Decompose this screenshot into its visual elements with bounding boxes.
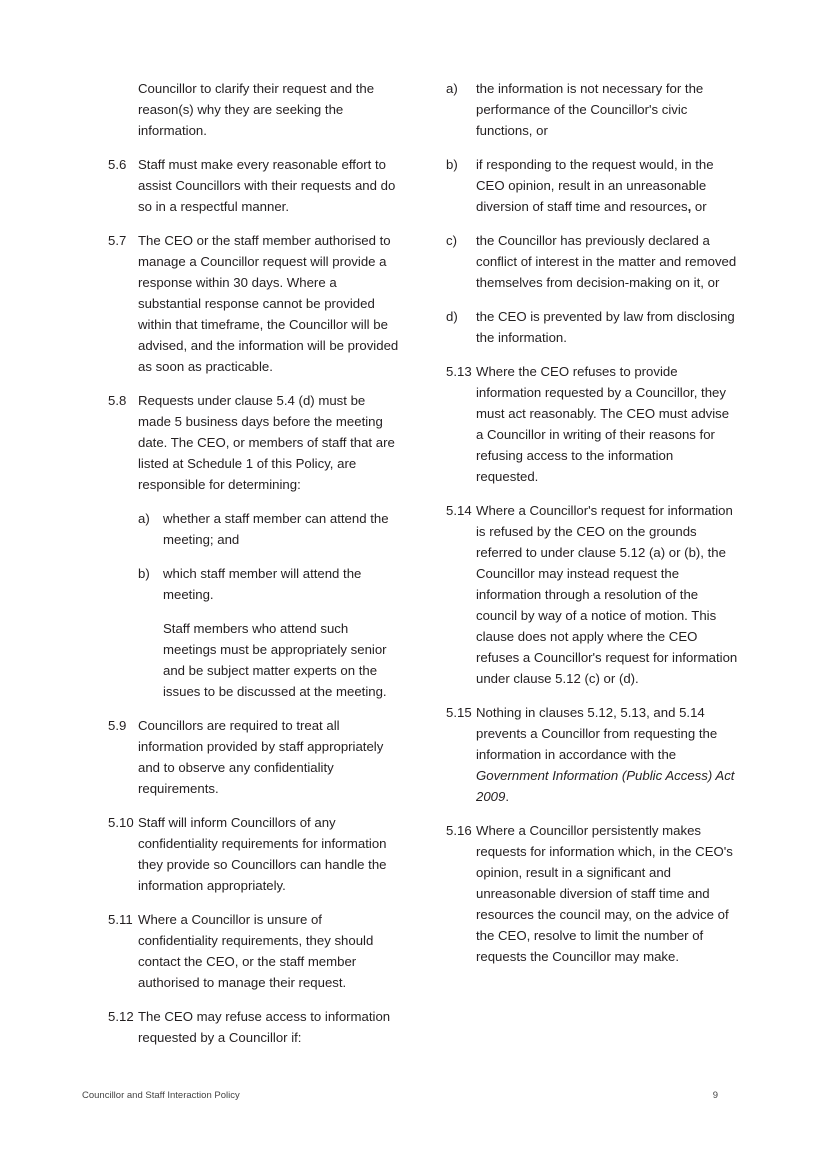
clause-text: Staff must make every reasonable effort to assist Councillors with their requests and do so in a respectful manner. xyxy=(138,157,396,214)
clause-number: 5.10 xyxy=(108,815,134,830)
clause-text: Where the CEO refuses to provide information requested by a Councillor, they must act reasonably. The CEO must advise a Councillor in writing of their reasons for refusing access to the information requested. xyxy=(476,364,730,484)
clause-5-10 xyxy=(108,812,400,896)
clause-number: 5.6 xyxy=(108,157,127,172)
subclause-text xyxy=(476,154,738,217)
clause-5-12-d xyxy=(446,306,738,348)
clause-5-12-c xyxy=(446,230,738,293)
clause-text: Where a Councillor persistently makes requests for information which, in the CEO's opinion, result in a significant and unreasonable diversion of staff time and resources the council may, on the advice of the CEO, resolve to limit the number of requests the Councillor may make. xyxy=(476,823,733,964)
subclause-text-bold: , xyxy=(687,199,692,214)
clause-5-7 xyxy=(108,230,400,377)
clause-number: 5.14 xyxy=(446,503,472,518)
clause-5-12 xyxy=(108,1006,400,1048)
act-title: Government Information (Public Access) Act 2009 xyxy=(476,768,735,804)
clause-number: 5.7 xyxy=(108,233,127,248)
clause-5-11 xyxy=(108,909,400,993)
clause-text: Councillors are required to treat all information provided by staff appropriately and to observe any confidentiality requirements. xyxy=(138,718,384,796)
subclause-letter: b) xyxy=(446,157,458,172)
clause-5-13 xyxy=(446,361,738,487)
clause-5-8 xyxy=(108,390,400,495)
continuation-text: Councillor to clarify their request and the reason(s) why they are seeking the information. xyxy=(138,81,375,138)
subclause-letter: d) xyxy=(446,309,458,324)
subclause-text-main: if responding to the request would, in the CEO opinion, result in an unreasonable diversion of staff time and resources xyxy=(476,157,714,214)
clause-5-16 xyxy=(446,820,738,967)
page-number: 9 xyxy=(712,1090,718,1101)
clause-number: 5.15 xyxy=(446,705,472,720)
subclause-text: which staff member will attend the meeting. xyxy=(163,566,362,602)
subclause-letter: a) xyxy=(138,511,150,526)
clause-5-15 xyxy=(446,702,738,807)
clause-number: 5.16 xyxy=(446,823,472,838)
clause-5-14 xyxy=(446,500,738,689)
clause-text-main: Nothing in clauses 5.12, 5.13, and 5.14 prevents a Councillor from requesting the information in accordance with the xyxy=(476,705,718,762)
subclause-text: the CEO is prevented by law from disclosing the information. xyxy=(476,309,735,345)
clause-5-8-a xyxy=(138,508,400,550)
clause-5-8-note: Staff members who attend such meetings must be appropriately senior and be subject matter experts on the issues to be discussed at the meeting. xyxy=(163,621,387,699)
right-column xyxy=(446,78,738,980)
subclause-text: whether a staff member can attend the meeting; and xyxy=(163,511,389,547)
subclause-text-end: or xyxy=(691,199,707,214)
clause-text: Where a Councillor is unsure of confidentiality requirements, they should contact the CEO, or the staff member authorised to manage their request. xyxy=(138,912,374,990)
clause-5-8-b xyxy=(138,563,400,605)
clause-5-12-b xyxy=(446,154,738,217)
clause-text: Requests under clause 5.4 (d) must be made 5 business days before the meeting date. The CEO, or members of staff that are listed at Schedule 1 of this Policy, are responsible for determining: xyxy=(138,393,395,492)
clause-5-12-a xyxy=(446,78,738,141)
subclause-letter: c) xyxy=(446,233,457,248)
subclause-text: the Councillor has previously declared a conflict of interest in the matter and removed themselves from decision-making on it, or xyxy=(476,233,737,290)
clause-text-end: . xyxy=(505,789,510,804)
clause-5-9 xyxy=(108,715,400,799)
clause-number: 5.9 xyxy=(108,718,127,733)
clause-number: 5.8 xyxy=(108,393,127,408)
clause-number: 5.11 xyxy=(108,912,133,927)
clause-text: The CEO or the staff member authorised to manage a Councillor request will provide a response within 30 days. Where a substantial response cannot be provided within that timeframe, the Councillor will be advised, and the information will be provided as soon as practicable. xyxy=(138,233,399,374)
clause-text: The CEO may refuse access to information requested by a Councillor if: xyxy=(138,1009,391,1045)
clause-text xyxy=(476,702,738,807)
clause-text: Where a Councillor's request for information is refused by the CEO on the grounds referred to under clause 5.12 (a) or (b), the Councillor may instead request the information through a resolution of the council by way of a notice of motion. This clause does not apply where the CEO refuses a Councillor's request for information under clause 5.12 (c) or (d). xyxy=(476,503,738,686)
left-column xyxy=(108,78,400,1061)
clause-5-6 xyxy=(108,154,400,217)
clause-number: 5.13 xyxy=(446,364,472,379)
clause-number: 5.12 xyxy=(108,1009,134,1024)
clause-text: Staff will inform Councillors of any confidentiality requirements for information they provide so Councillors can handle the information appropriately. xyxy=(138,815,387,893)
subclause-text: the information is not necessary for the performance of the Councillor's civic functions, or xyxy=(476,81,704,138)
subclause-letter: b) xyxy=(138,566,150,581)
subclause-letter: a) xyxy=(446,81,458,96)
footer-title: Councillor and Staff Interaction Policy xyxy=(82,1090,240,1101)
